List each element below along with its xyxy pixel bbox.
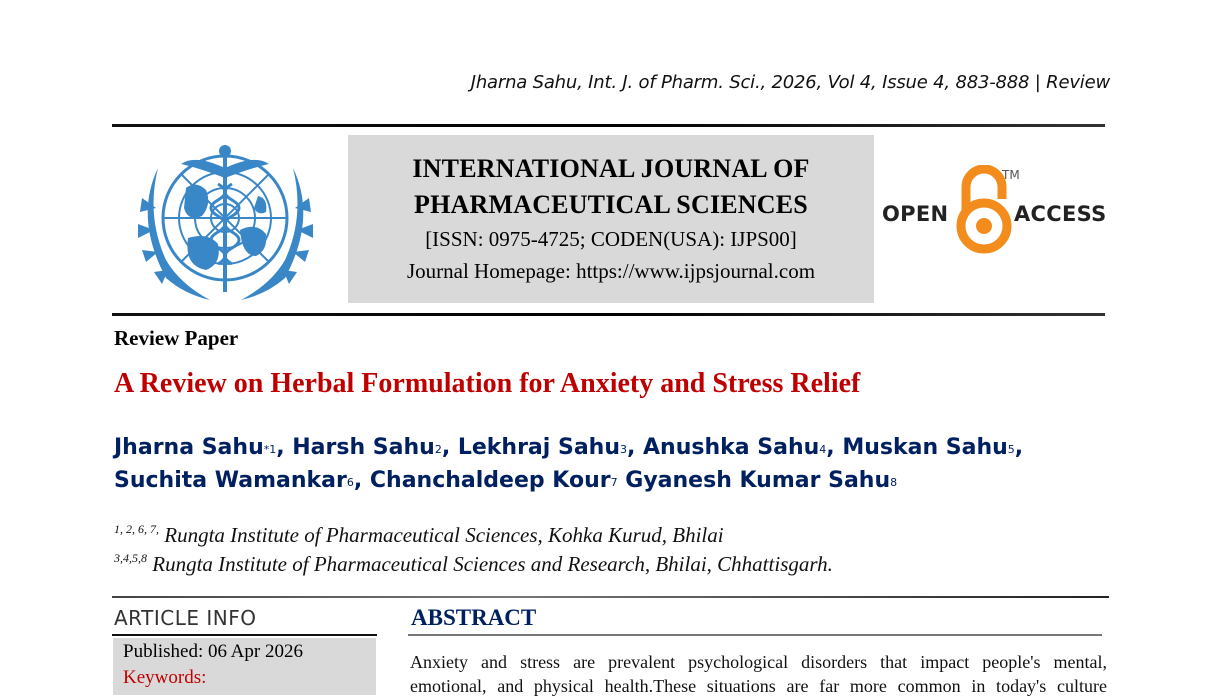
abstract-rule bbox=[408, 634, 1102, 636]
author: Lekhraj Sahu$^3$, bbox=[457, 435, 644, 460]
abstract-line: Anxiety and stress are prevalent psychological disorders that impact people's mental, bbox=[410, 652, 1107, 672]
affiliation-2-marker: 3,4,5,8 bbox=[114, 551, 147, 565]
abstract-line: emotional, and physical health.These situations are far more common in today's culture bbox=[410, 676, 1107, 696]
journal-homepage[interactable]: Journal Homepage: https://www.ijpsjournal.com bbox=[406, 259, 816, 283]
header-top-rule bbox=[112, 124, 1105, 127]
article-info-rule bbox=[112, 634, 377, 636]
trademark-mark: TM bbox=[1002, 168, 1020, 182]
caduceus-globe-laurel-logo-icon bbox=[128, 138, 323, 306]
journal-masthead bbox=[348, 135, 874, 303]
open-access-badge bbox=[880, 165, 1110, 255]
header-bottom-rule bbox=[112, 313, 1105, 316]
journal-issn: [ISSN: 0975-4725; CODEN(USA): IJPS00] bbox=[425, 227, 797, 251]
journal-name-line1: INTERNATIONAL JOURNAL OF bbox=[412, 154, 810, 183]
author: Muskan Sahu$^5$, bbox=[842, 435, 1024, 460]
keywords-label: Keywords: bbox=[123, 667, 207, 688]
open-access-left-text: OPEN bbox=[882, 202, 949, 226]
author: Anushka Sahu$^4$, bbox=[643, 435, 843, 460]
abstract-body bbox=[410, 650, 1107, 698]
affiliation-1: $^{1, 2, 6, 7,}$ Rungta Institute of Pharmaceutical Sciences, Kohka Kurud, Bhilai bbox=[114, 522, 724, 547]
author-list bbox=[114, 431, 1109, 497]
article-info-box bbox=[113, 638, 376, 695]
affiliation-1-marker: 1, 2, 6, 7, bbox=[114, 522, 159, 536]
journal-name-line2: PHARMACEUTICAL SCIENCES bbox=[414, 190, 808, 219]
abstract-heading: ABSTRACT bbox=[411, 605, 537, 630]
article-type: Review Paper bbox=[114, 326, 239, 350]
author: Harsh Sahu$^2$, bbox=[292, 435, 458, 460]
running-head: Jharna Sahu, Int. J. of Pharm. Sci., 2026, Vol 4, Issue 4, 883-888 | Review bbox=[470, 72, 1110, 93]
affiliation-2: $^{3,4,5,8}$ Rungta Institute of Pharmaceutical Sciences and Research, Bhilai, Chhattisgarh. bbox=[114, 551, 833, 576]
author: Suchita Wamankar$^6$, bbox=[114, 468, 370, 493]
article-info-heading: ARTICLE INFO bbox=[114, 606, 257, 630]
author: Chanchaldeep Kour$^7$ bbox=[369, 468, 618, 493]
open-access-right-text: ACCESS bbox=[1014, 202, 1107, 226]
journal-logo bbox=[128, 138, 323, 306]
section-divider bbox=[112, 596, 1109, 598]
published-date: Published: 06 Apr 2026 bbox=[123, 641, 303, 662]
article-title: A Review on Herbal Formulation for Anxiety and Stress Relief bbox=[114, 368, 861, 399]
author: Jharna Sahu$^{*1}$, bbox=[114, 435, 293, 460]
author: Gyanesh Kumar Sahu$^8$ bbox=[625, 468, 898, 493]
